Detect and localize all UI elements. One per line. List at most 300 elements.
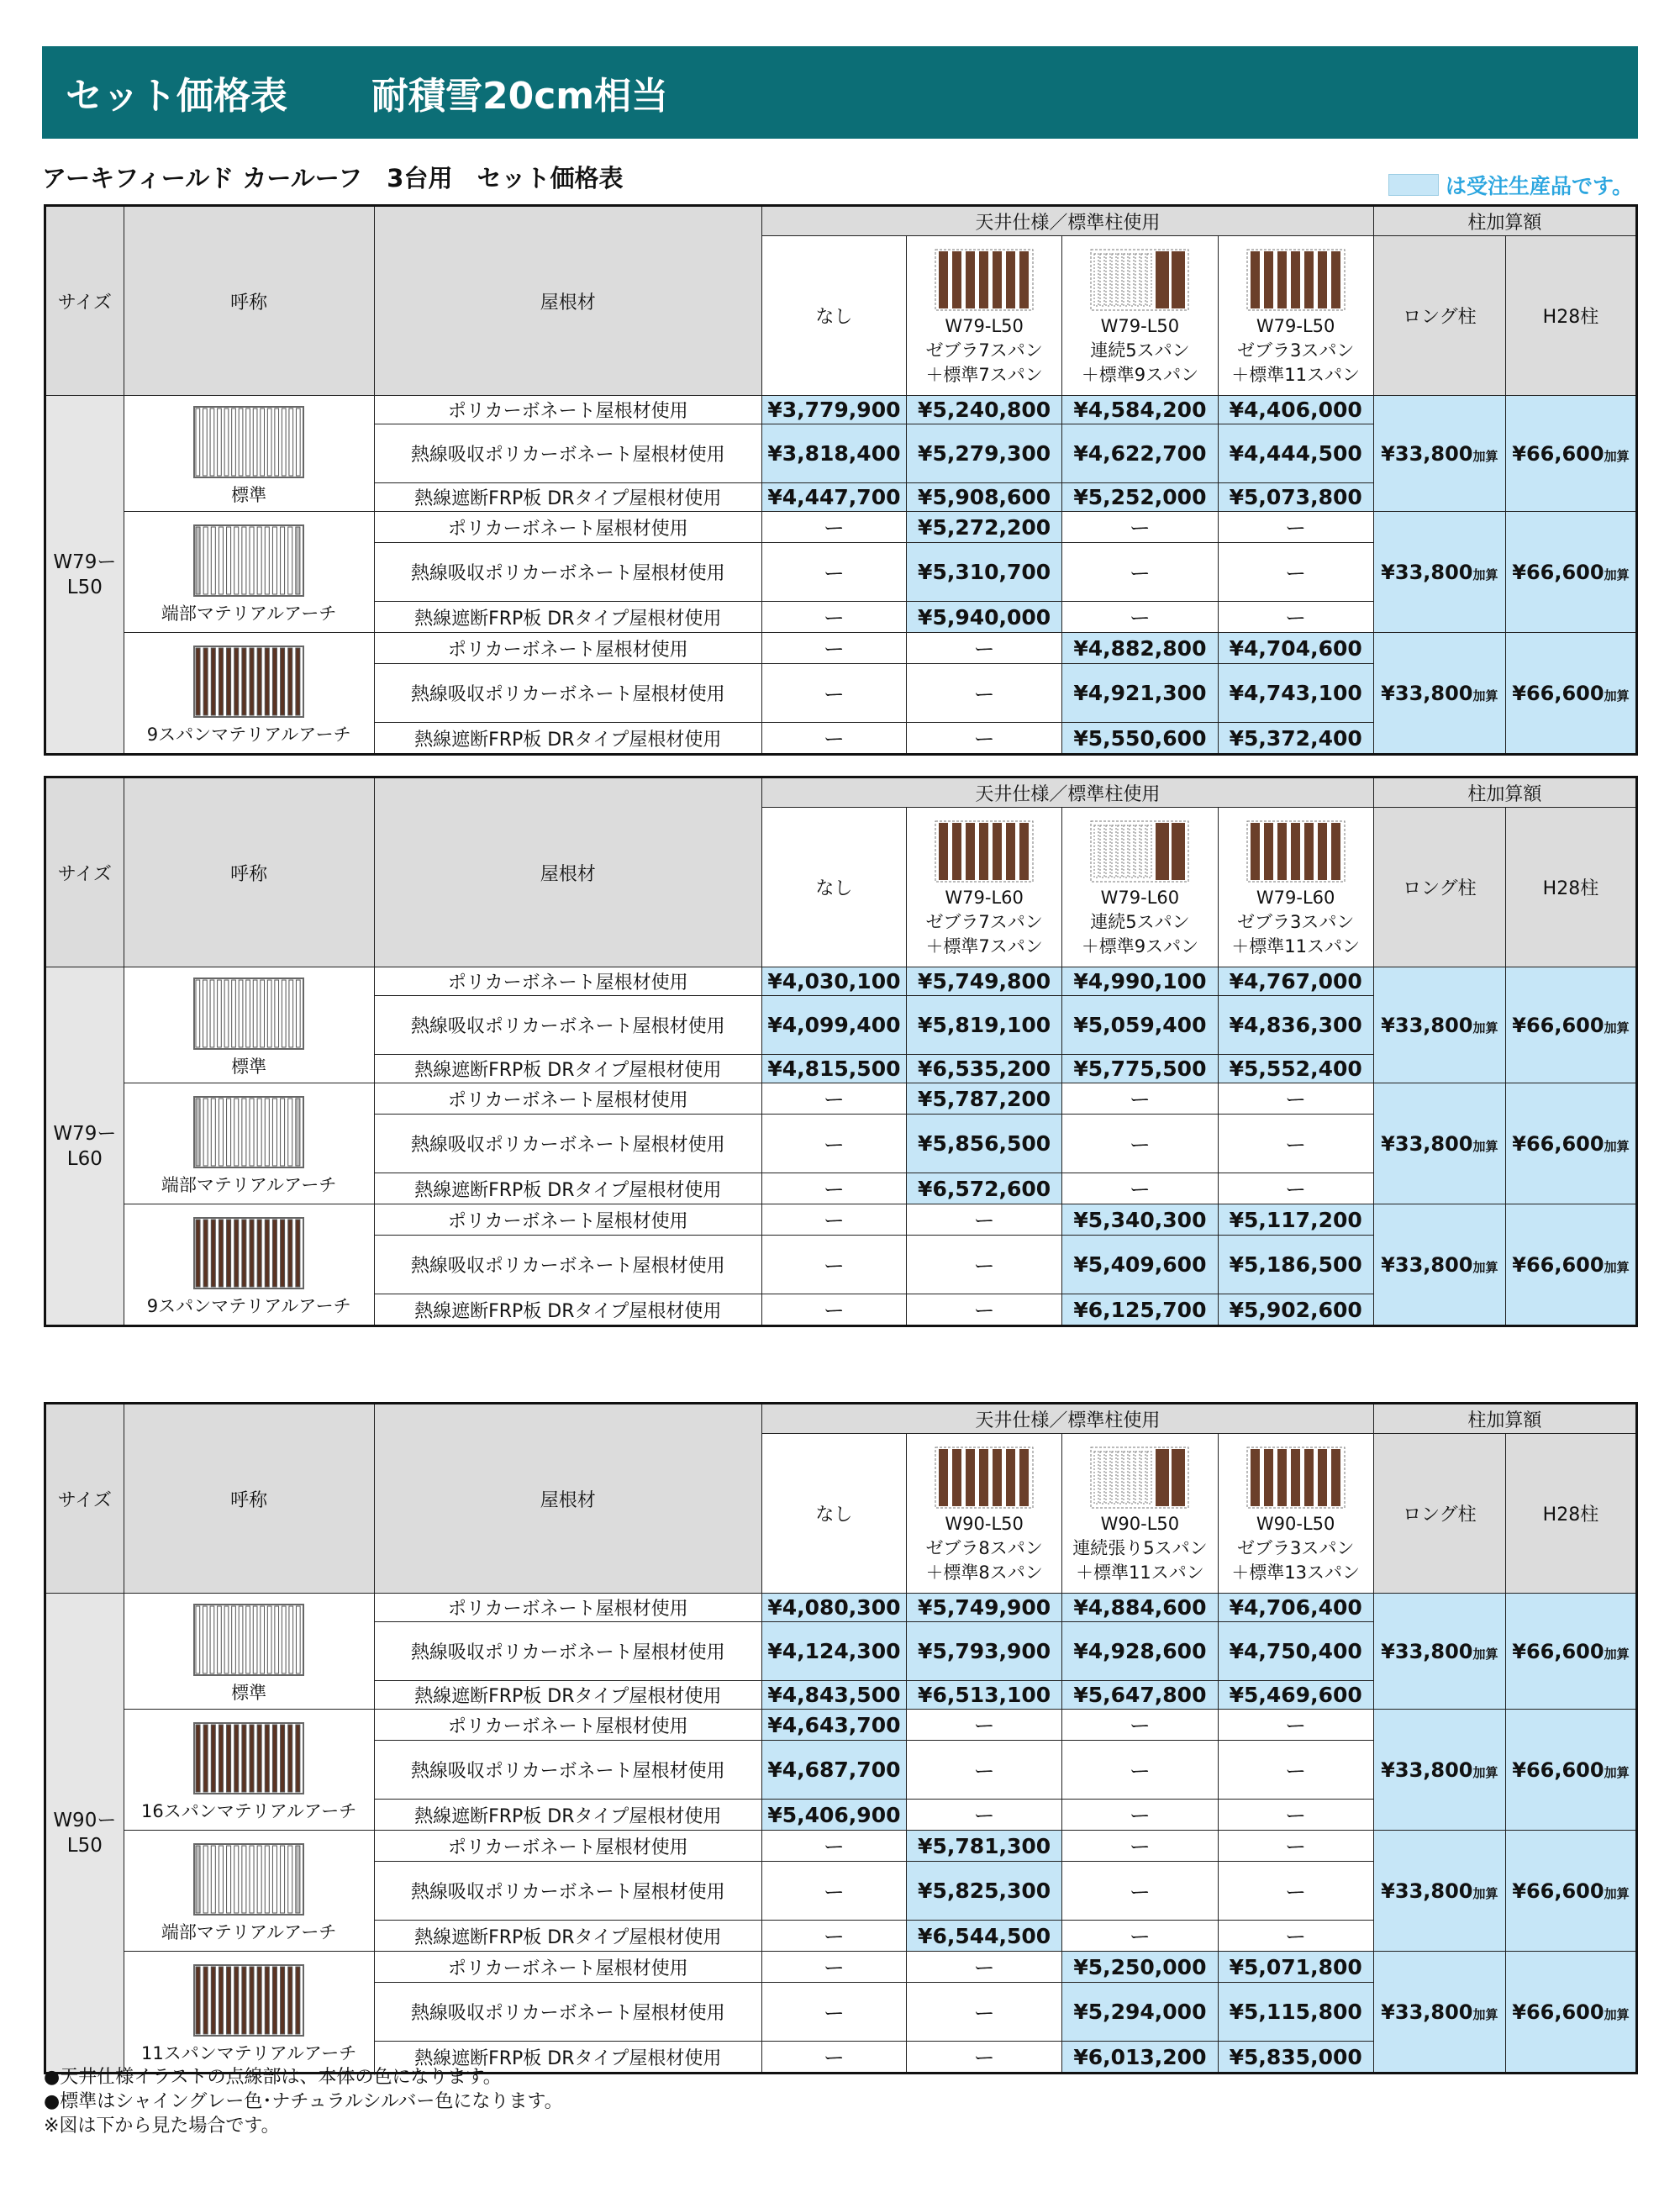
spec-line: ＋標準7スパン: [925, 936, 1043, 956]
roof-name-cell: [124, 1594, 374, 1710]
h28-pillar-add-cell: [1505, 512, 1636, 633]
spec-line: W79-L50: [1256, 316, 1335, 336]
price-cell: ー: [1062, 1921, 1218, 1952]
table-row: [45, 1952, 1637, 1983]
price-table: [44, 776, 1638, 1327]
price-cell: ¥5,647,800: [1062, 1681, 1218, 1710]
spec-line: W79-L60: [1256, 888, 1335, 908]
roof-name: 標準: [231, 1056, 267, 1077]
price-cell: ¥5,272,200: [907, 512, 1062, 543]
table-row: [45, 967, 1637, 996]
price-cell: ー: [907, 2042, 1062, 2074]
price-cell: ¥5,117,200: [1218, 1204, 1373, 1236]
add-unit: 加算: [1604, 1646, 1630, 1662]
price-cell: ¥5,240,800: [907, 396, 1062, 424]
legend-text: は受注生産品です。: [1446, 174, 1634, 198]
price-cell: ¥4,080,300: [761, 1594, 906, 1622]
price-cell: ¥4,099,400: [761, 996, 906, 1055]
material-cell: 熱線吸収ポリカーボネート屋根材使用: [374, 664, 761, 723]
h28-pillar-add: ¥66,600: [1512, 1639, 1604, 1663]
price-cell: ー: [761, 2042, 906, 2074]
long-pillar-add: ¥33,800: [1381, 1639, 1473, 1663]
price-cell: ー: [907, 1952, 1062, 1983]
price-cell: ¥4,124,300: [761, 1622, 906, 1681]
price-cell: ¥5,279,300: [907, 424, 1062, 483]
spec-line: ゼブラ3スパン: [1236, 912, 1355, 932]
header-row: [45, 206, 1637, 236]
table-row: [45, 1083, 1637, 1115]
table-row: [45, 633, 1637, 664]
add-unit: 加算: [1472, 688, 1498, 704]
material-cell: 熱線遮断FRP板 DRタイプ屋根材使用: [374, 1681, 761, 1710]
add-unit: 加算: [1472, 1259, 1498, 1275]
spec-line: ＋標準9スパン: [1081, 936, 1199, 956]
roof-name: 標準: [231, 1682, 267, 1703]
h28-pillar-add: ¥66,600: [1512, 1758, 1604, 1782]
roof-name-cell: [124, 967, 374, 1083]
material-cell: 熱線吸収ポリカーボネート屋根材使用: [374, 424, 761, 483]
price-cell: ¥5,550,600: [1062, 723, 1218, 755]
price-cell: ー: [1218, 1800, 1373, 1831]
price-cell: ¥5,749,900: [907, 1594, 1062, 1622]
h28-pillar-add: ¥66,600: [1512, 1131, 1604, 1156]
standard-roof-icon: [193, 406, 304, 478]
price-cell: ¥3,779,900: [761, 396, 906, 424]
long-pillar-add: ¥33,800: [1381, 1013, 1473, 1037]
roof-name: 16スパンマテリアルアーチ: [141, 1800, 357, 1821]
material-cell: 熱線遮断FRP板 DRタイプ屋根材使用: [374, 2042, 761, 2074]
add-unit: 加算: [1604, 2006, 1630, 2022]
end-arch-roof-icon: [193, 1096, 304, 1168]
ceiling-spec-header: 天井仕様／標準柱使用: [761, 206, 1373, 236]
h28-pillar-add: ¥66,600: [1512, 1879, 1604, 1903]
price-cell: ー: [1218, 602, 1373, 633]
ceiling-spec-column: [907, 1434, 1062, 1594]
standard-roof-icon: [193, 1604, 304, 1676]
price-cell: ¥5,908,600: [907, 483, 1062, 512]
material-cell: 熱線遮断FRP板 DRタイプ屋根材使用: [374, 723, 761, 755]
continuous-ceiling-icon: [1090, 249, 1189, 311]
price-cell: ¥3,818,400: [761, 424, 906, 483]
roof-name-cell: [124, 1204, 374, 1326]
note-3: ※図は下から見た場合です。: [44, 2116, 280, 2137]
spec-line: ＋標準11スパン: [1076, 1563, 1204, 1583]
h28-pillar-add-cell: [1505, 1831, 1636, 1952]
long-pillar-add-cell: [1373, 1204, 1505, 1326]
spec-line: ＋標準11スパン: [1231, 365, 1361, 385]
long-pillar-add-cell: [1373, 1083, 1505, 1204]
price-cell: ー: [1218, 1173, 1373, 1204]
ceiling-spec-column: [1218, 1434, 1373, 1594]
spec-line: ゼブラ3スパン: [1236, 340, 1355, 361]
material-cell: ポリカーボネート屋根材使用: [374, 512, 761, 543]
table-row: [45, 1594, 1637, 1622]
price-cell: ー: [761, 1236, 906, 1294]
zebra-ceiling-icon: [1246, 1447, 1346, 1509]
price-cell: ¥5,250,000: [1062, 1952, 1218, 1983]
size-header: サイズ: [45, 1404, 124, 1594]
spec-line: ゼブラ7スパン: [925, 340, 1043, 361]
long-pillar-add-cell: [1373, 512, 1505, 633]
h28-pillar-add: ¥66,600: [1512, 1013, 1604, 1037]
long-pillar-add-cell: [1373, 1952, 1505, 2074]
price-cell: ー: [1062, 602, 1218, 633]
price-cell: ー: [907, 1800, 1062, 1831]
material-cell: 熱線吸収ポリカーボネート屋根材使用: [374, 1862, 761, 1921]
price-cell: ¥5,552,400: [1218, 1055, 1373, 1083]
price-cell: ¥4,622,700: [1062, 424, 1218, 483]
price-cell: ー: [761, 1921, 906, 1952]
price-cell: ¥6,513,100: [907, 1681, 1062, 1710]
header-row: [45, 777, 1637, 808]
legend: [1388, 170, 1633, 200]
price-cell: ー: [907, 1204, 1062, 1236]
price-cell: ¥5,793,900: [907, 1622, 1062, 1681]
price-cell: ¥4,743,100: [1218, 664, 1373, 723]
price-cell: ¥5,071,800: [1218, 1952, 1373, 1983]
add-unit: 加算: [1472, 1764, 1498, 1780]
price-cell: ー: [1218, 1741, 1373, 1800]
price-cell: ¥5,186,500: [1218, 1236, 1373, 1294]
add-unit: 加算: [1604, 688, 1630, 704]
price-cell: ¥5,819,100: [907, 996, 1062, 1055]
name-header: 呼称: [124, 777, 374, 967]
spec-line: ＋標準11スパン: [1231, 936, 1361, 956]
spec-line: ゼブラ8スパン: [925, 1538, 1043, 1558]
zebra-ceiling-icon: [935, 820, 1034, 883]
size-cell: [45, 967, 124, 1326]
price-cell: ¥4,921,300: [1062, 664, 1218, 723]
price-cell: ¥5,856,500: [907, 1115, 1062, 1173]
material-cell: 熱線吸収ポリカーボネート屋根材使用: [374, 543, 761, 602]
price-cell: ー: [1218, 1710, 1373, 1741]
spec-line: W90-L50: [945, 1514, 1024, 1534]
span-arch-roof-icon: [193, 1217, 304, 1289]
add-unit: 加算: [1604, 1764, 1630, 1780]
price-cell: ー: [761, 1983, 906, 2042]
end-arch-roof-icon: [193, 524, 304, 597]
long-pillar-add-cell: [1373, 967, 1505, 1083]
price-cell: ¥6,125,700: [1062, 1294, 1218, 1326]
price-cell: ー: [1062, 1800, 1218, 1831]
h28-pillar-header: H28柱: [1505, 236, 1636, 396]
price-table: [44, 204, 1638, 756]
spec-line: W79-L60: [1100, 888, 1180, 908]
long-pillar-add: ¥33,800: [1381, 1758, 1473, 1782]
price-cell: ¥4,990,100: [1062, 967, 1218, 996]
size-header: サイズ: [45, 206, 124, 396]
h28-pillar-add-cell: [1505, 1204, 1636, 1326]
price-cell: ¥5,059,400: [1062, 996, 1218, 1055]
h28-pillar-add: ¥66,600: [1512, 560, 1604, 584]
price-cell: ー: [761, 1115, 906, 1173]
size-cell: [45, 396, 124, 755]
note-2: ●標準はシャイングレー色･ナチュラルシルバー色になります。: [44, 2091, 563, 2112]
price-cell: ¥5,409,600: [1062, 1236, 1218, 1294]
spec-line: ＋標準8スパン: [925, 1563, 1043, 1583]
size-label: L50: [66, 1834, 103, 1857]
roof-name: 9スパンマテリアルアーチ: [146, 724, 351, 745]
roof-name: 標準: [231, 484, 267, 505]
price-cell: ー: [761, 664, 906, 723]
price-cell: ー: [1062, 512, 1218, 543]
ceiling-spec-column: [1218, 236, 1373, 396]
price-cell: ー: [1218, 543, 1373, 602]
add-unit: 加算: [1472, 1020, 1498, 1036]
price-cell: ¥5,252,000: [1062, 483, 1218, 512]
material-cell: ポリカーボネート屋根材使用: [374, 967, 761, 996]
price-cell: ー: [761, 633, 906, 664]
ceiling-spec-header: 天井仕様／標準柱使用: [761, 777, 1373, 808]
pillar-add-header: 柱加算額: [1373, 777, 1636, 808]
price-cell: ー: [761, 543, 906, 602]
price-cell: ¥4,030,100: [761, 967, 906, 996]
continuous-ceiling-icon: [1090, 1447, 1189, 1509]
material-cell: 熱線吸収ポリカーボネート屋根材使用: [374, 1115, 761, 1173]
price-cell: ー: [761, 1204, 906, 1236]
ceiling-spec-column: [907, 808, 1062, 967]
price-cell: ¥5,340,300: [1062, 1204, 1218, 1236]
add-unit: 加算: [1472, 567, 1498, 582]
price-cell: ¥5,310,700: [907, 543, 1062, 602]
long-pillar-add-cell: [1373, 633, 1505, 755]
price-cell: ¥6,013,200: [1062, 2042, 1218, 2074]
span-arch-roof-icon: [193, 646, 304, 718]
price-cell: ー: [1218, 1115, 1373, 1173]
long-pillar-add: ¥33,800: [1381, 681, 1473, 705]
price-cell: ¥4,444,500: [1218, 424, 1373, 483]
size-label: L50: [66, 576, 103, 598]
standard-roof-icon: [193, 978, 304, 1050]
size-cell: [45, 1594, 124, 2074]
price-cell: ¥5,902,600: [1218, 1294, 1373, 1326]
roof-name: 端部マテリアルアーチ: [161, 1921, 337, 1942]
roof-name: 11スパンマテリアルアーチ: [141, 2042, 357, 2063]
price-cell: ー: [761, 723, 906, 755]
h28-pillar-add-cell: [1505, 1710, 1636, 1831]
add-unit: 加算: [1472, 2006, 1498, 2022]
price-cell: ー: [1062, 1741, 1218, 1800]
add-unit: 加算: [1604, 1020, 1630, 1036]
price-cell: ー: [1218, 1862, 1373, 1921]
banner-title: セット価格表: [66, 75, 287, 118]
long-pillar-add: ¥33,800: [1381, 560, 1473, 584]
material-cell: 熱線遮断FRP板 DRタイプ屋根材使用: [374, 1173, 761, 1204]
price-cell: ー: [761, 1083, 906, 1115]
table-row: [45, 512, 1637, 543]
price-cell: ¥4,928,600: [1062, 1622, 1218, 1681]
price-cell: ¥4,643,700: [761, 1710, 906, 1741]
price-cell: ¥5,749,800: [907, 967, 1062, 996]
zebra-ceiling-icon: [1246, 249, 1346, 311]
price-cell: ¥4,836,300: [1218, 996, 1373, 1055]
add-unit: 加算: [1604, 448, 1630, 464]
ceiling-spec-column: [1062, 808, 1218, 967]
price-cell: ー: [1062, 1831, 1218, 1862]
price-cell: ー: [907, 1710, 1062, 1741]
price-cell: ¥6,535,200: [907, 1055, 1062, 1083]
header-row: [45, 1404, 1637, 1434]
add-unit: 加算: [1604, 567, 1630, 582]
add-unit: 加算: [1472, 1646, 1498, 1662]
price-cell: ー: [761, 1862, 906, 1921]
h28-pillar-add: ¥66,600: [1512, 2000, 1604, 2024]
material-cell: 熱線遮断FRP板 DRタイプ屋根材使用: [374, 1055, 761, 1083]
zebra-ceiling-icon: [935, 249, 1034, 311]
ceiling-spec-column: [1062, 1434, 1218, 1594]
long-pillar-add-cell: [1373, 1831, 1505, 1952]
size-label: W90ー: [53, 1809, 117, 1831]
spec-line: 連続5スパン: [1090, 912, 1190, 932]
price-cell: ー: [907, 1236, 1062, 1294]
price-cell: ー: [761, 1831, 906, 1862]
add-unit: 加算: [1604, 1138, 1630, 1154]
add-unit: 加算: [1472, 1885, 1498, 1901]
price-cell: ¥5,775,500: [1062, 1055, 1218, 1083]
h28-pillar-add: ¥66,600: [1512, 441, 1604, 466]
none-header: なし: [761, 236, 906, 396]
material-cell: 熱線遮断FRP板 DRタイプ屋根材使用: [374, 1800, 761, 1831]
spec-line: 連続5スパン: [1090, 340, 1190, 361]
long-pillar-add: ¥33,800: [1381, 1252, 1473, 1277]
material-cell: 熱線遮断FRP板 DRタイプ屋根材使用: [374, 602, 761, 633]
spec-line: W79-L50: [945, 316, 1024, 336]
material-header: 屋根材: [374, 206, 761, 396]
ceiling-spec-header: 天井仕様／標準柱使用: [761, 1404, 1373, 1434]
span-arch-roof-icon: [193, 1722, 304, 1794]
add-unit: 加算: [1604, 1259, 1630, 1275]
h28-pillar-add-cell: [1505, 967, 1636, 1083]
roof-name: 端部マテリアルアーチ: [161, 1174, 337, 1195]
name-header: 呼称: [124, 206, 374, 396]
roof-name-cell: [124, 512, 374, 633]
spec-line: ゼブラ7スパン: [925, 912, 1043, 932]
h28-pillar-add-cell: [1505, 396, 1636, 512]
price-cell: ー: [1218, 1921, 1373, 1952]
material-cell: 熱線吸収ポリカーボネート屋根材使用: [374, 996, 761, 1055]
price-cell: ¥4,406,000: [1218, 396, 1373, 424]
long-pillar-add: ¥33,800: [1381, 1131, 1473, 1156]
long-pillar-add: ¥33,800: [1381, 2000, 1473, 2024]
price-cell: ¥6,572,600: [907, 1173, 1062, 1204]
material-cell: 熱線吸収ポリカーボネート屋根材使用: [374, 1983, 761, 2042]
table-row: [45, 1204, 1637, 1236]
price-cell: ー: [761, 512, 906, 543]
ceiling-spec-column: [1062, 236, 1218, 396]
material-cell: ポリカーボネート屋根材使用: [374, 1831, 761, 1862]
h28-pillar-add: ¥66,600: [1512, 681, 1604, 705]
price-cell: ¥4,884,600: [1062, 1594, 1218, 1622]
material-cell: ポリカーボネート屋根材使用: [374, 396, 761, 424]
long-pillar-add-cell: [1373, 1594, 1505, 1710]
material-cell: ポリカーボネート屋根材使用: [374, 1952, 761, 1983]
span-arch-roof-icon: [193, 1964, 304, 2037]
table-subtitle: アーキフィールド カールーフ 3台用 セット価格表: [42, 164, 624, 192]
size-header: サイズ: [45, 777, 124, 967]
price-cell: ¥4,447,700: [761, 483, 906, 512]
price-cell: ー: [907, 723, 1062, 755]
price-cell: ー: [761, 1294, 906, 1326]
footnotes: [44, 2065, 563, 2138]
price-cell: ¥4,882,800: [1062, 633, 1218, 664]
price-cell: ー: [907, 1741, 1062, 1800]
price-cell: ー: [761, 602, 906, 633]
zebra-ceiling-icon: [935, 1447, 1034, 1509]
price-cell: ¥5,781,300: [907, 1831, 1062, 1862]
spec-line: ゼブラ3スパン: [1236, 1538, 1355, 1558]
material-cell: 熱線吸収ポリカーボネート屋根材使用: [374, 1741, 761, 1800]
spec-line: W79-L60: [945, 888, 1024, 908]
price-cell: ー: [761, 1952, 906, 1983]
price-table: [44, 1402, 1638, 2074]
price-cell: ¥5,825,300: [907, 1862, 1062, 1921]
spec-line: W90-L50: [1256, 1514, 1335, 1534]
spec-line: 連続張り5スパン: [1072, 1538, 1208, 1558]
continuous-ceiling-icon: [1090, 820, 1189, 883]
zebra-ceiling-icon: [1246, 820, 1346, 883]
price-cell: ー: [1218, 1831, 1373, 1862]
h28-pillar-add-cell: [1505, 633, 1636, 755]
price-cell: ¥5,406,900: [761, 1800, 906, 1831]
none-header: なし: [761, 1434, 906, 1594]
price-cell: ー: [907, 633, 1062, 664]
material-header: 屋根材: [374, 1404, 761, 1594]
material-cell: 熱線遮断FRP板 DRタイプ屋根材使用: [374, 483, 761, 512]
spec-line: ＋標準9スパン: [1081, 365, 1199, 385]
none-header: なし: [761, 808, 906, 967]
long-pillar-add: ¥33,800: [1381, 441, 1473, 466]
size-label: W79ー: [53, 551, 117, 573]
price-cell: ー: [1062, 543, 1218, 602]
h28-pillar-add: ¥66,600: [1512, 1252, 1604, 1277]
spec-line: W79-L50: [1100, 316, 1180, 336]
title-banner: [42, 46, 1638, 139]
h28-pillar-header: H28柱: [1505, 808, 1636, 967]
note-1: ●天井仕様イラストの点線部は、本体の色になります。: [44, 2067, 502, 2088]
price-cell: ¥4,815,500: [761, 1055, 906, 1083]
long-pillar-add: ¥33,800: [1381, 1879, 1473, 1903]
price-cell: ¥4,584,200: [1062, 396, 1218, 424]
ceiling-spec-column: [907, 236, 1062, 396]
price-cell: ¥5,787,200: [907, 1083, 1062, 1115]
material-cell: ポリカーボネート屋根材使用: [374, 1594, 761, 1622]
spec-line: ＋標準13スパン: [1231, 1563, 1361, 1583]
material-cell: 熱線遮断FRP板 DRタイプ屋根材使用: [374, 1921, 761, 1952]
material-cell: ポリカーボネート屋根材使用: [374, 1710, 761, 1741]
h28-pillar-add-cell: [1505, 1952, 1636, 2074]
pillar-add-header: 柱加算額: [1373, 206, 1636, 236]
price-cell: ¥4,704,600: [1218, 633, 1373, 664]
material-cell: ポリカーボネート屋根材使用: [374, 633, 761, 664]
price-cell: ー: [1218, 512, 1373, 543]
price-cell: ー: [1062, 1115, 1218, 1173]
add-unit: 加算: [1472, 448, 1498, 464]
material-header: 屋根材: [374, 777, 761, 967]
price-cell: ー: [907, 664, 1062, 723]
price-cell: ¥4,750,400: [1218, 1622, 1373, 1681]
long-pillar-add-cell: [1373, 396, 1505, 512]
material-cell: ポリカーボネート屋根材使用: [374, 1083, 761, 1115]
price-cell: ー: [1218, 1083, 1373, 1115]
price-cell: ー: [907, 1294, 1062, 1326]
h28-pillar-add-cell: [1505, 1083, 1636, 1204]
material-cell: 熱線遮断FRP板 DRタイプ屋根材使用: [374, 1294, 761, 1326]
name-header: 呼称: [124, 1404, 374, 1594]
table-row: [45, 396, 1637, 424]
roof-name: 端部マテリアルアーチ: [161, 603, 337, 624]
price-cell: ¥4,843,500: [761, 1681, 906, 1710]
price-cell: ¥5,469,600: [1218, 1681, 1373, 1710]
